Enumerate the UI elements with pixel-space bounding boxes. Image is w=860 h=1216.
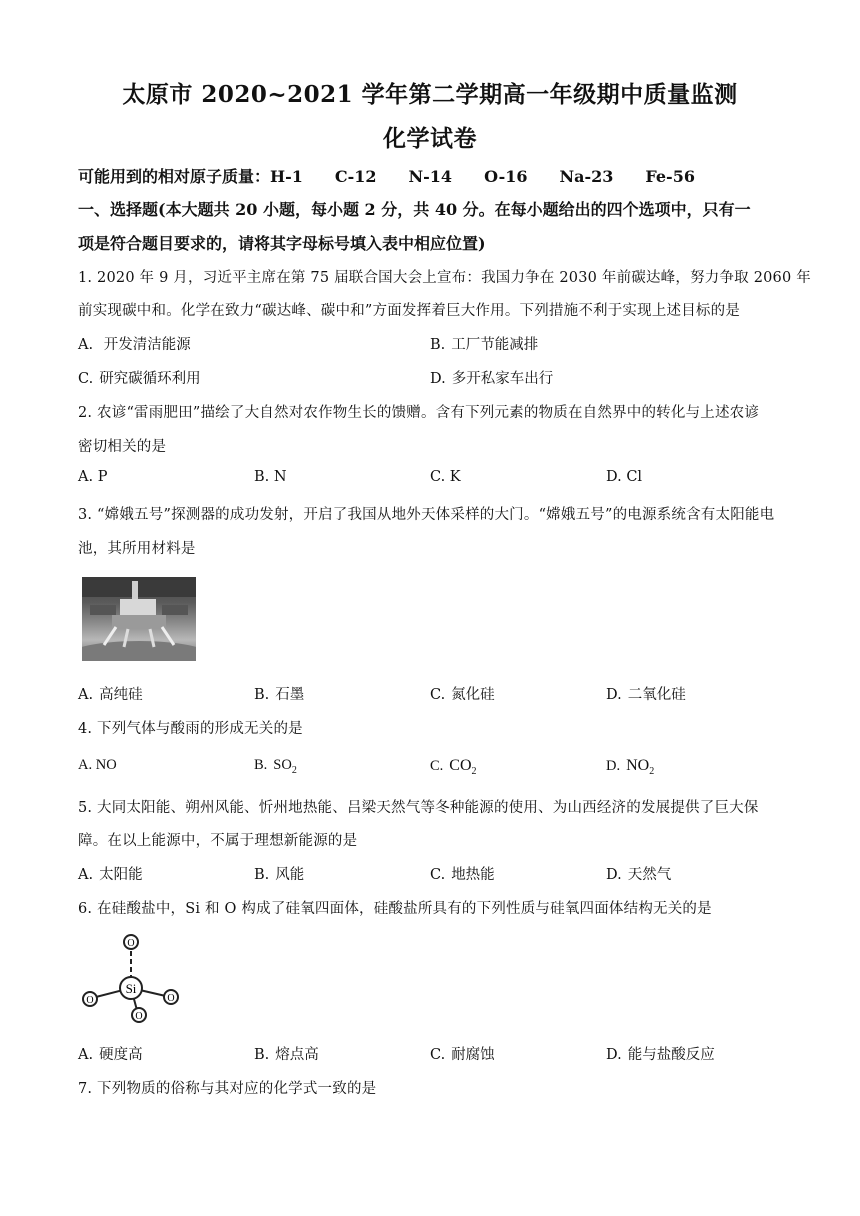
q1-stem-line2: 前实现碳中和。化学在致力“碳达峰、碳中和”方面发挥着巨大作用。下列措施不利于实现上述目标的是 <box>78 303 741 319</box>
q4-option-a: A. NO <box>78 757 117 773</box>
exam-subtitle: 化学试卷 <box>383 125 477 152</box>
q2-stem-line1: 2. 农谚“雷雨肥田”描绘了大自然对农作物生长的馈赠。含有下列元素的物质在自然界中的转化与上述农谚 <box>78 405 760 421</box>
q2-option-c: C. K <box>430 469 461 485</box>
svg-text:O: O <box>167 993 175 1004</box>
silicon-oxygen-tetrahedron-diagram <box>78 930 188 1025</box>
q2-option-a: A. P <box>78 469 108 485</box>
q1-option-b: B. 工厂节能减排 <box>430 337 539 353</box>
q5-option-a: A. 太阳能 <box>78 867 143 883</box>
q2-stem-line2: 密切相关的是 <box>78 439 167 455</box>
lunar-lander-photo <box>82 577 196 661</box>
q3-stem-line2: 池，其所用材料是 <box>78 541 196 557</box>
q5-stem-line2: 障。在以上能源中，不属于理想新能源的是 <box>78 833 358 849</box>
q4-option-c: C. $CO_2$ <box>430 757 477 777</box>
section-instructions-line1: 一、选择题(本大题共 20 小题，每小题 2 分，共 40 分。在每小题给出的四个选项中，只有一 <box>78 200 751 219</box>
q6-stem: 6. 在硅酸盐中，Si 和 O 构成了硅氧四面体，硅酸盐所具有的下列性质与硅氧四面体结构无关的是 <box>78 901 712 917</box>
oxygen-atom-left <box>83 992 97 1006</box>
q1-option-a: A. 开发清洁能源 <box>78 337 191 353</box>
q5-option-b: B. 风能 <box>254 867 305 883</box>
q2-option-b: B. N <box>254 469 287 485</box>
q3-option-d: D. 二氧化硅 <box>606 687 686 703</box>
svg-text:O: O <box>86 995 94 1006</box>
svg-text:Si: Si <box>125 981 137 996</box>
oxygen-atom-top <box>124 935 138 949</box>
q6-option-d: D. 能与盐酸反应 <box>606 1047 715 1063</box>
q5-option-d: D. 天然气 <box>606 867 672 883</box>
q6-option-b: B. 熔点高 <box>254 1047 319 1063</box>
q3-option-b: B. 石墨 <box>254 687 305 703</box>
q2-option-d: D. Cl <box>606 469 643 485</box>
svg-text:O: O <box>135 1011 143 1022</box>
q1-stem-line1: 1. 2020 年 9 月，习近平主席在第 75 届联合国大会上宣布：我国力争在 2030 年前碳达峰，努力争取 2060 年 <box>78 270 811 286</box>
oxygen-atom-bottom <box>132 1008 146 1022</box>
section-instructions-line2: 项是符合题目要求的，请将其字母标号填入表中相应位置) <box>78 234 486 253</box>
q6-option-c: C. 耐腐蚀 <box>430 1047 495 1063</box>
q6-option-a: A. 硬度高 <box>78 1047 143 1063</box>
svg-text:O: O <box>127 938 135 949</box>
silicon-atom <box>120 977 142 999</box>
q3-stem-line1: 3. “嫦娥五号”探测器的成功发射，开启了我国从地外天体采样的大门。“嫦娥五号”的电源系统含有太阳能电 <box>78 507 775 523</box>
q4-option-b: B. $SO_2$ <box>254 757 297 776</box>
exam-title: 太原市 2020~2021 学年第二学期高一年级期中质量监测 <box>122 81 738 108</box>
oxygen-atom-right <box>164 990 178 1004</box>
q3-option-a: A. 高纯硅 <box>78 687 143 703</box>
q7-stem: 7. 下列物质的俗称与其对应的化学式一致的是 <box>78 1081 377 1097</box>
q1-option-c: C. 研究碳循环利用 <box>78 371 201 387</box>
q4-stem: 4. 下列气体与酸雨的形成无关的是 <box>78 721 303 737</box>
q5-stem-line1: 5. 大同太阳能、朔州风能、忻州地热能、吕梁天然气等冬种能源的使用、为山西经济的发展提供了巨大保 <box>78 800 759 816</box>
q3-option-c: C. 氮化硅 <box>430 687 495 703</box>
atomic-masses: 可能用到的相对原子质量：H-1 C-12 N-14 O-16 Na-23 Fe-56 <box>78 167 695 186</box>
q4-option-d: D. $NO_2$ <box>606 757 655 777</box>
q5-option-c: C. 地热能 <box>430 867 495 883</box>
q1-option-d: D. 多开私家车出行 <box>430 371 554 387</box>
